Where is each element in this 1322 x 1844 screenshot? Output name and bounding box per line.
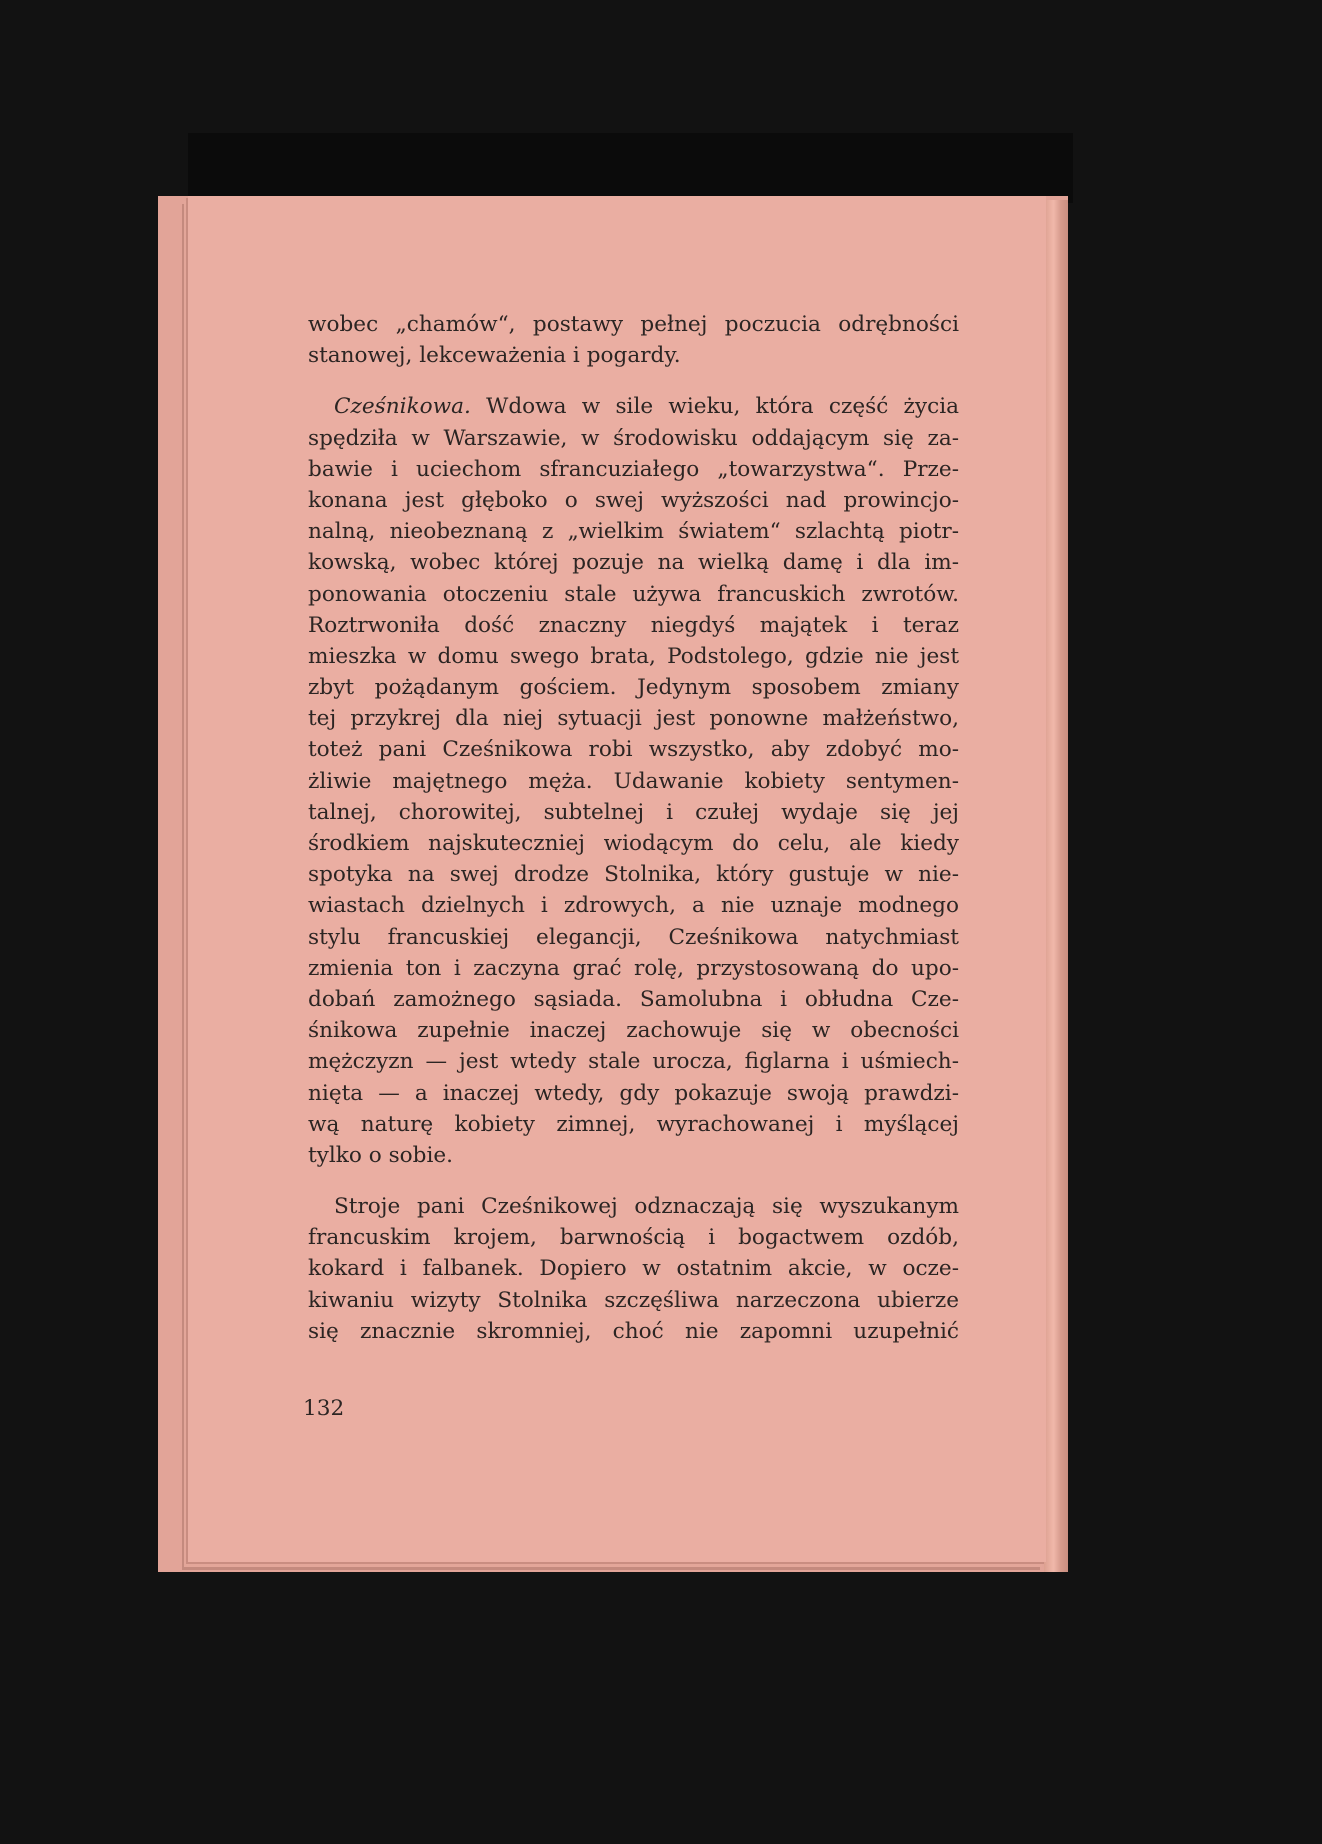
text-line: śnikowa zupełnie inaczej zachowuje się w obecności [308,1018,959,1044]
text-line: dobań zamożnego sąsiada. Samolubna i obłudna Cze- [308,986,959,1012]
text-line: francuskim krojem, barwnością i bogactwem ozdób, [308,1225,959,1251]
text-line: mężczyzn — jest wtedy stale urocza, figlarna i uśmiech- [308,1049,959,1075]
text-line: spotyka na swej drodze Stolnika, który gustuje w nie- [308,862,959,888]
text-line: Roztrwoniła dość znaczny niegdyś majątek i teraz [308,612,959,638]
book-page-edge [1044,200,1068,1572]
text-line: bawie i uciechom sfrancuziałego „towarzystwa“. Prze- [308,456,959,482]
text-line-first: Stroje pani Cześnikowej odznaczają się wyszukanym [334,1194,959,1220]
page-text [308,309,959,1347]
text-line: toteż pani Cześnikowa robi wszystko, aby zdobyć mo- [308,737,959,763]
text-line: stanowej, lekceważenia i pogardy. [308,343,681,369]
text-run: Wdowa w sile wieku, która część życia [470,394,959,420]
text-line: żliwie majętnego męża. Udawanie kobiety sentymen- [308,768,959,794]
text-line: się znacznie skromniej, choć nie zapomni uzupełnić [308,1318,959,1344]
text-line: zmienia ton i zaczyna grać rolę, przystosowaną do upo- [308,955,959,981]
text-line: nalną, nieobeznaną z „wielkim światem“ szlachtą piotr- [308,519,959,545]
text-line: wiastach dzielnych i zdrowych, a nie uznaje modnego [308,893,959,919]
text-line: stylu francuskiej elegancji, Cześnikowa natychmiast [308,924,959,950]
text-line: spędziła w Warszawie, w środowisku oddającym się za- [308,425,959,451]
scan-background-band [188,133,1073,203]
text-line: mieszka w domu swego brata, Podstolego, gdzie nie jest [308,643,959,669]
page-number: 132 [303,1396,345,1421]
text-line: tej przykrej dla niej sytuacji jest ponowne małżeństwo, [308,706,959,732]
paragraph-gap [308,371,959,391]
text-line: nięta — a inaczej wtedy, gdy pokazuje swoją prawdzi- [308,1080,959,1106]
text-line-first [308,391,959,422]
text-line: tylko o sobie. [308,1142,454,1168]
text-line: kokard i falbanek. Dopiero w ostatnim akcie, w ocze- [308,1256,959,1282]
text-line: ponowania otoczeniu stale używa francuskich zwrotów. [308,581,959,607]
character-name: Cześnikowa. [334,394,471,420]
text-line: zbyt pożądanym gościem. Jedynym sposobem zmiany [308,675,959,701]
text-line: kowską, wobec której pozuje na wielką damę i dla im- [308,550,959,576]
text-line: konana jest głęboko o swej wyższości nad prowincjo- [308,487,959,513]
text-line: wobec „chamów“, postawy pełnej poczucia odrębności [308,312,959,337]
text-line: środkiem najskuteczniej wiodącym do celu, ale kiedy [308,831,959,856]
text-line: wą naturę kobiety zimnej, wyrachowanej i myślącej [308,1111,959,1137]
text-line: talnej, chorowitej, subtelnej i czułej wydaje się jej [308,799,959,825]
paragraph-gap [308,1171,959,1191]
text-line: kiwaniu wizyty Stolnika szczęśliwa narzeczona ubierze [308,1287,959,1313]
